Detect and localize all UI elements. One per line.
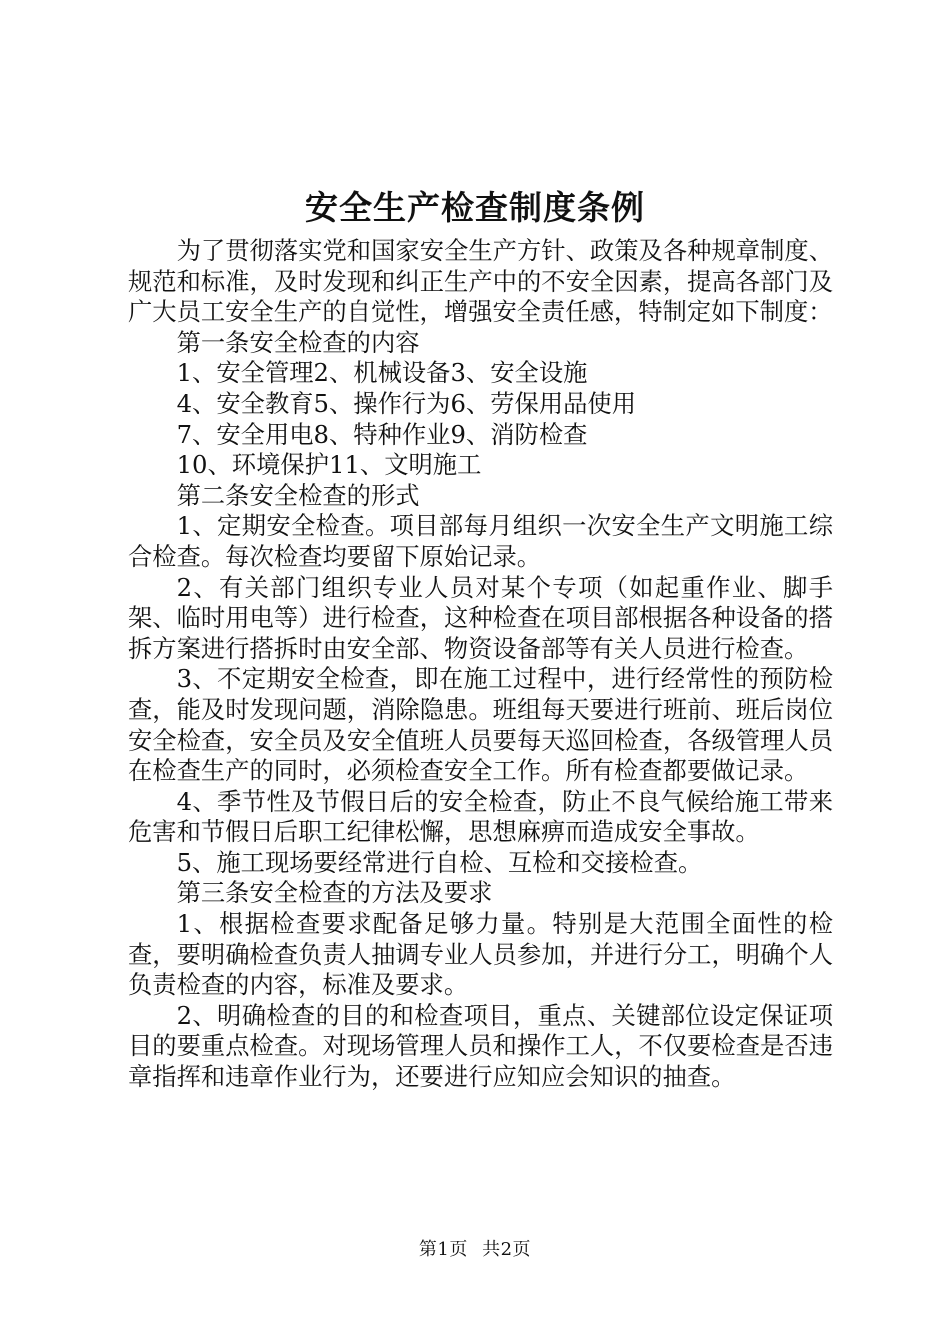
page-footer: [0, 1238, 950, 1262]
document-body: [128, 236, 833, 1093]
section-heading-2: 第二条安全检查的形式: [176, 480, 420, 510]
page-number: 第1页: [418, 1239, 468, 1260]
paragraph-intro: 为了贯彻落实党和国家安全生产方针、政策及各种规章制度、规范和标准，及时发现和纠正生产中的不安全因素，提高各部门及广大员工安全生产的自觉性，增强安全责任感，特制定如下制度：: [128, 236, 833, 327]
section-heading-3: 第三条安全检查的方法及要求: [176, 878, 493, 908]
list-line: 10、环境保护11、文明施工: [176, 450, 482, 480]
paragraph: 1、根据检查要求配备足够力量。特别是大范围全面性的检查，要明确检查负责人抽调专业人员参加，并进行分工，明确个人负责检查的内容，标准及要求。: [128, 909, 833, 1000]
section-heading-1: 第一条安全检查的内容: [176, 327, 420, 357]
paragraph: 3、不定期安全检查，即在施工过程中，进行经常性的预防检查，能及时发现问题，消除隐患。班组每天要进行班前、班后岗位安全检查，安全员及安全值班人员要每天巡回检查，各级管理人员在检查生产的同时，必须检查安全工作。所有检查都要做记录。: [128, 664, 833, 786]
paragraph: 2、明确检查的目的和检查项目，重点、关键部位设定保证项目的要重点检查。对现场管理人员和操作工人，不仅要检查是否违章指挥和违章作业行为，还要进行应知应会知识的抽查。: [128, 1000, 833, 1092]
page-total: 共2页: [482, 1239, 532, 1260]
paragraph: 4、季节性及节假日后的安全检查，防止不良气候给施工带来危害和节假日后职工纪律松懈，思想麻痹而造成安全事故。: [128, 786, 833, 847]
document-title: 安全生产检查制度条例: [305, 188, 645, 227]
list-line: 7、安全用电8、特种作业9、消防检查: [176, 419, 588, 449]
list-line: 4、安全教育5、操作行为6、劳保用品使用: [176, 388, 637, 418]
paragraph: 2、有关部门组织专业人员对某个专项（如起重作业、脚手架、临时用电等）进行检查，这种检查在项目部根据各种设备的搭拆方案进行搭拆时由安全部、物资设备部等有关人员进行检查。: [128, 572, 833, 663]
paragraph: 1、定期安全检查。项目部每月组织一次安全生产文明施工综合检查。每次检查均要留下原始记录。: [128, 511, 833, 571]
paragraph: 5、施工现场要经常进行自检、互检和交接检查。: [176, 847, 703, 877]
list-line: 1、安全管理2、机械设备3、安全设施: [176, 358, 588, 388]
